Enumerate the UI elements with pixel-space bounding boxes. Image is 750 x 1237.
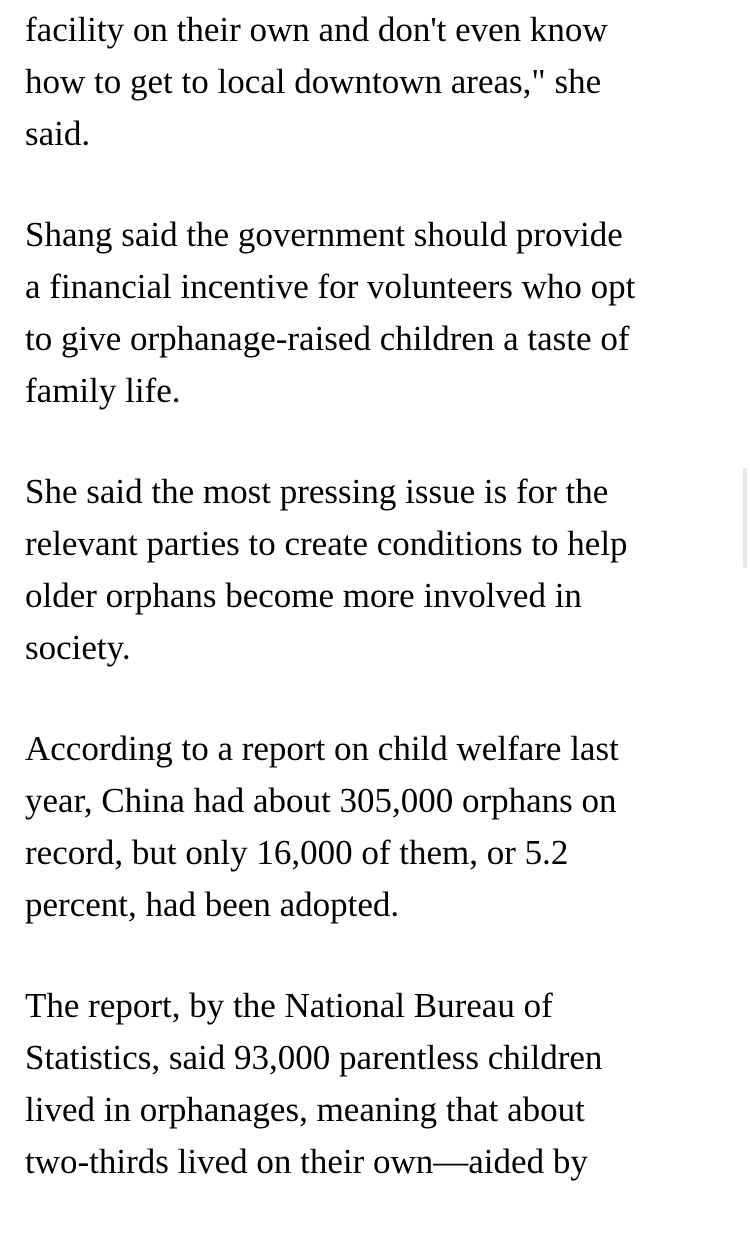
paragraph [25,723,725,931]
text-line: facility on their own and don't even know [25,10,608,49]
text-line: Statistics, said 93,000 parentless children [25,1038,603,1077]
text-line: record, but only 16,000 of them, or 5.2 [25,833,569,872]
text-line: older orphans become more involved in [25,576,582,615]
text-line: year, China had about 305,000 orphans on [25,781,617,820]
text-line: She said the most pressing issue is for the [25,472,609,511]
text-line: said. [25,114,91,153]
text-line: relevant parties to create conditions to help [25,524,628,563]
text-line: a financial incentive for volunteers who opt [25,267,636,306]
paragraph [25,980,725,1188]
text-line: how to get to local downtown areas," she [25,62,602,101]
paragraph [25,209,725,417]
paragraph [25,466,725,674]
paragraph [25,4,725,160]
article-body [25,4,725,1237]
text-line: percent, had been adopted. [25,885,400,924]
text-line: society. [25,628,131,667]
text-line: Shang said the government should provide [25,215,623,254]
text-line: According to a report on child welfare last [25,729,619,768]
text-line: The report, by the National Bureau of [25,986,553,1025]
text-line: to give orphanage-raised children a taste of [25,319,630,358]
scrollbar-thumb[interactable] [743,468,747,568]
text-line: lived in orphanages, meaning that about [25,1090,585,1129]
text-line: two-thirds lived on their own—aided by [25,1142,588,1181]
text-line: family life. [25,371,181,410]
